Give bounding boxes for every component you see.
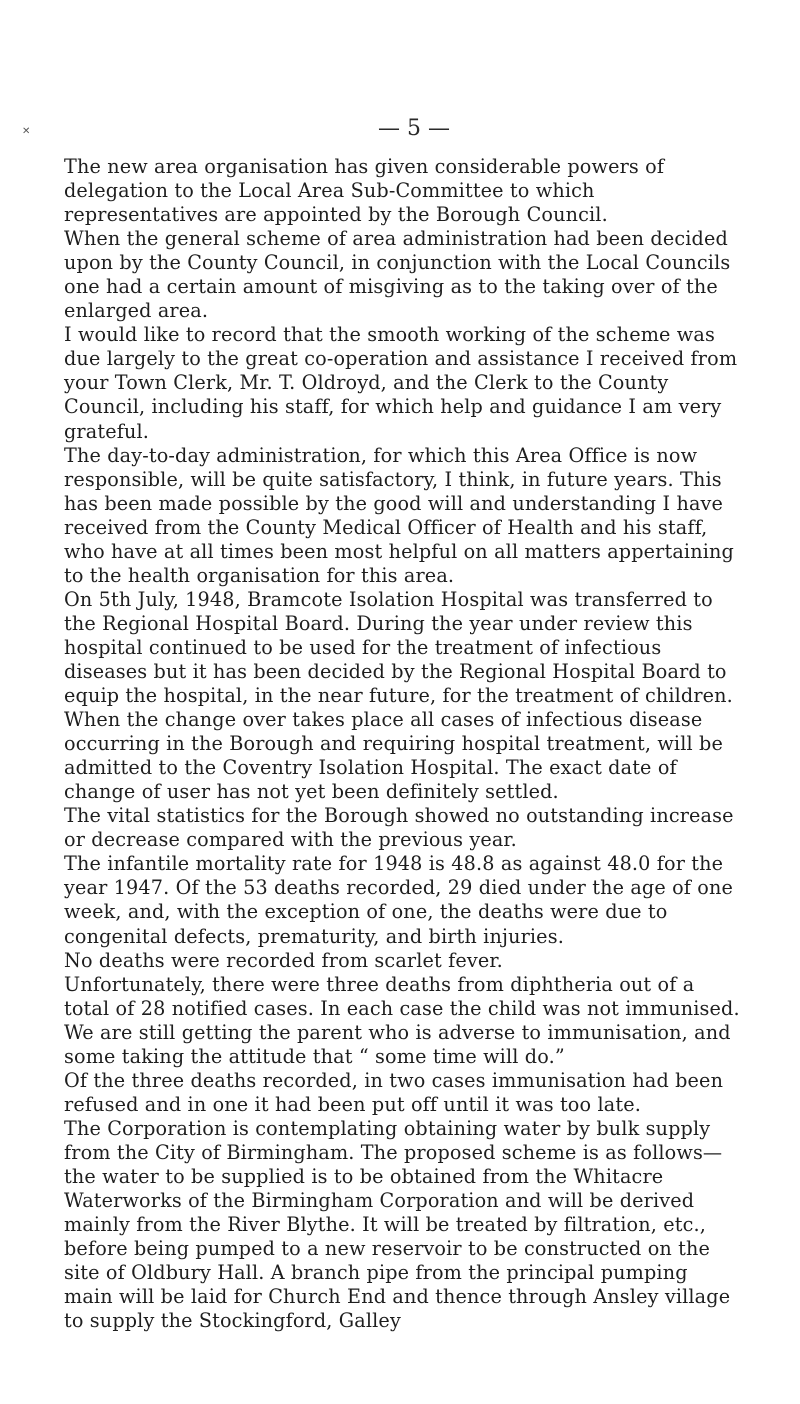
- paragraph-delegation: The new area organisation has given considerable powers of delegation to the Local Area Sub-Committee to which representatives are appointed by the Borough Council.: [64, 155, 665, 227]
- body-text: [64, 155, 742, 1333]
- paragraph-immunisation-refused: Of the three deaths recorded, in two cases immunisation had been refused and in one it had been put off until it was too late.: [64, 1068, 724, 1116]
- paragraph-day-to-day-administration: The day-to-day administration, for which this Area Office is now responsible, will be quite satisfactory, I think, in future years. This has been made possible by the good will and understanding I have received from the County Medical Officer of Health and his staff, who have at all times been most helpful on all matters appertaining to the health organisation for this area.: [64, 443, 734, 587]
- paragraph-acknowledgement: I would like to record that the smooth working of the scheme was due largely to the great co-operation and assistance I received from your Town Clerk, Mr. T. Oldroyd, and the Clerk to the County Council, including his staff, for which help and guidance I am very grateful.: [64, 323, 738, 443]
- paragraph-infantile-mortality: The infantile mortality rate for 1948 is 48.8 as against 48.0 for the year 1947. Of the 53 deaths recorded, 29 died under the age of one week, and, with the exception of one, the deaths were due to congenital defects, prematurity, and birth injuries.: [64, 852, 734, 948]
- margin-mark: ✕: [22, 126, 31, 137]
- paragraph-area-administration: When the general scheme of area administration had been decided upon by the County Council, in conjunction with the Local Councils one had a certain amount of misgiving as to the taking over of the enlarged area.: [64, 227, 731, 323]
- paragraph-bramcote-hospital: On 5th July, 1948, Bramcote Isolation Hospital was transferred to the Regional Hospital Board. During the year under review this hospital continued to be used for the treatment of infectious diseases but it has been decided by the Regional Hospital Board to equip the hospital, in the near future, for the treatment of children. When the change over takes place all cases of infectious disease occurring in the Borough and requiring hospital treatment, will be admitted to the Coventry Isolation Hospital. The exact date of change of user has not yet been definitely settled.: [64, 587, 733, 804]
- paragraph-water-supply: The Corporation is contemplating obtaining water by bulk supply from the City of Birmingham. The proposed scheme is as follows—the water to be supplied is to be obtained from the Whitacre Waterworks of the Birmingham Corporation and will be derived mainly from the River Blythe. It will be treated by filtration, etc., before being pumped to a new reservoir to be constructed on the site of Oldbury Hall. A branch pipe from the principal pumping main will be laid for Church End and thence through Ansley village to supply the Stockingford, Galley: [64, 1116, 731, 1333]
- paragraph-scarlet-fever: No deaths were recorded from scarlet fever.: [64, 948, 503, 972]
- paragraph-vital-statistics: The vital statistics for the Borough showed no outstanding increase or decrease compared with the previous year.: [64, 804, 734, 852]
- page-number: — 5 —: [378, 116, 450, 141]
- paragraph-diphtheria: Unfortunately, there were three deaths from diphtheria out of a total of 28 notified cases. In each case the child was not immunised. We are still getting the parent who is adverse to immunisation, and some taking the attitude that “ some time will do.”: [64, 972, 740, 1068]
